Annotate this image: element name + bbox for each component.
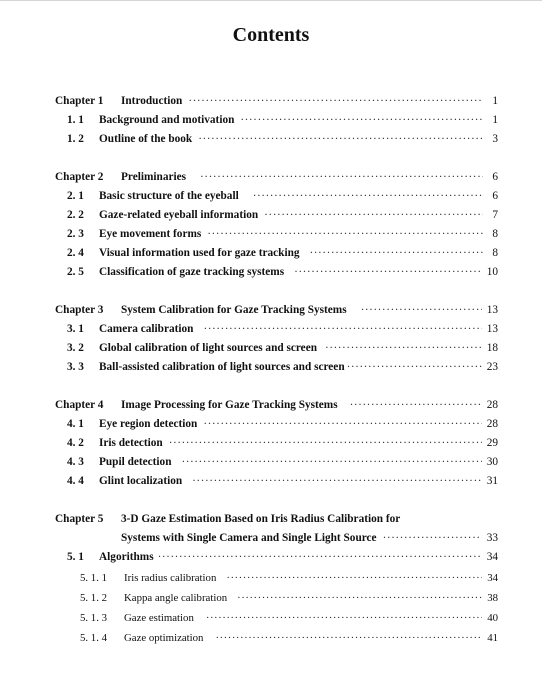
dot-leader — [198, 133, 483, 145]
entry-title: Gaze optimization — [124, 632, 204, 644]
entry-page: 1 — [492, 95, 498, 107]
toc-section-2-4[interactable] — [67, 247, 498, 259]
toc-chapter-3[interactable] — [55, 304, 498, 316]
dot-leader — [294, 266, 482, 278]
dot-leader — [350, 399, 482, 411]
dot-leader — [215, 632, 482, 644]
entry-number: 3. 3 — [67, 361, 84, 373]
dot-leader — [361, 304, 482, 316]
entry-number: Chapter 2 — [55, 171, 104, 183]
entry-page: 23 — [486, 361, 498, 373]
dot-leader — [158, 551, 482, 563]
dot-leader — [237, 592, 482, 604]
entry-number: 2. 2 — [67, 209, 84, 221]
dot-leader — [240, 114, 483, 126]
dot-leader — [169, 437, 482, 449]
toc-section-4-1[interactable] — [67, 418, 498, 430]
entry-page: 13 — [486, 323, 498, 335]
dot-leader — [203, 323, 481, 335]
toc-chapter-5-line1[interactable] — [55, 513, 400, 525]
entry-page: 40 — [487, 612, 498, 624]
entry-number: 5. 1. 4 — [80, 632, 107, 644]
entry-title: Basic structure of the eyeball — [99, 190, 239, 202]
entry-number: 5. 1. 1 — [80, 572, 107, 584]
toc-section-3-3[interactable] — [67, 361, 498, 373]
entry-title: Outline of the book — [99, 133, 193, 145]
toc-chapter-1[interactable] — [55, 95, 498, 107]
entry-number: Chapter 1 — [55, 95, 104, 107]
entry-title: Classification of gaze tracking systems — [99, 266, 285, 278]
entry-title: Pupil detection — [99, 456, 172, 468]
entry-number: 2. 3 — [67, 228, 84, 240]
dot-leader — [383, 532, 482, 544]
entry-page: 33 — [486, 532, 498, 544]
entry-number: 4. 3 — [67, 456, 84, 468]
entry-page: 1 — [492, 114, 498, 126]
entry-page: 34 — [487, 572, 498, 584]
entry-title: Image Processing for Gaze Tracking Systems — [121, 399, 338, 411]
toc-section-2-1[interactable] — [67, 190, 498, 202]
entry-page: 30 — [486, 456, 498, 468]
entry-page: 6 — [492, 190, 498, 202]
dot-leader — [203, 418, 481, 430]
entry-page: 7 — [492, 209, 498, 221]
entry-title: Glint localization — [99, 475, 183, 487]
entry-title: Camera calibration — [99, 323, 194, 335]
entry-page: 34 — [486, 551, 498, 563]
entry-number: 5. 1. 3 — [80, 612, 107, 624]
entry-title: Kappa angle calibration — [124, 592, 228, 604]
entry-number: Chapter 4 — [55, 399, 104, 411]
entry-page: 38 — [487, 592, 498, 604]
entry-title: Algorithms — [99, 551, 154, 563]
entry-page: 41 — [487, 632, 498, 644]
entry-number: 4. 4 — [67, 475, 84, 487]
entry-number: Chapter 5 — [55, 513, 104, 525]
entry-title: Background and motivation — [99, 114, 235, 126]
toc-chapter-2[interactable] — [55, 171, 498, 183]
dot-leader — [192, 475, 482, 487]
entry-title: Gaze estimation — [124, 612, 194, 624]
dot-leader — [264, 209, 483, 221]
toc-section-2-5[interactable] — [67, 266, 498, 278]
entry-number: 2. 4 — [67, 247, 84, 259]
toc-subsection-5-1-3[interactable] — [80, 612, 498, 624]
dot-leader — [207, 228, 483, 240]
entry-number: 1. 1 — [67, 114, 84, 126]
dot-leader — [200, 171, 483, 183]
entry-page: 18 — [486, 342, 498, 354]
entry-number: Chapter 3 — [55, 304, 104, 316]
entry-title: Preliminaries — [121, 171, 187, 183]
entry-title: Introduction — [121, 95, 183, 107]
entry-page: 13 — [486, 304, 498, 316]
entry-number: 4. 2 — [67, 437, 84, 449]
top-border — [0, 0, 542, 1]
entry-title: System Calibration for Gaze Tracking Systems — [121, 304, 347, 316]
dot-leader — [253, 190, 483, 202]
toc-subsection-5-1-1[interactable] — [80, 572, 498, 584]
toc-section-1-2[interactable] — [67, 133, 498, 145]
entry-page: 28 — [486, 418, 498, 430]
entry-number: 4. 1 — [67, 418, 84, 430]
dot-leader — [182, 456, 482, 468]
toc-section-2-3[interactable] — [67, 228, 498, 240]
entry-title: 3-D Gaze Estimation Based on Iris Radius Calibration for — [121, 513, 401, 525]
entry-number: 1. 2 — [67, 133, 84, 145]
entry-title: Gaze-related eyeball information — [99, 209, 259, 221]
entry-page: 8 — [492, 228, 498, 240]
dot-leader — [206, 612, 482, 624]
toc-section-3-1[interactable] — [67, 323, 498, 335]
toc-section-4-3[interactable] — [67, 456, 498, 468]
entry-title: Eye movement forms — [99, 228, 202, 240]
entry-title: Ball-assisted calibration of light sources and screen — [99, 361, 345, 373]
entry-number: 3. 1 — [67, 323, 84, 335]
entry-page: 31 — [486, 475, 498, 487]
entry-page: 28 — [486, 399, 498, 411]
entry-number: 2. 1 — [67, 190, 84, 202]
toc-section-2-2[interactable] — [67, 209, 498, 221]
entry-title: Visual information used for gaze tracking — [99, 247, 300, 259]
toc-section-3-2[interactable] — [67, 342, 498, 354]
page-title: Contents — [232, 24, 310, 46]
dot-leader — [226, 572, 482, 584]
entry-number: 2. 5 — [67, 266, 84, 278]
entry-page: 6 — [492, 171, 498, 183]
toc-chapter-5-line2[interactable] — [121, 532, 498, 544]
entry-page: 10 — [486, 266, 498, 278]
toc-section-4-4[interactable] — [67, 475, 498, 487]
entry-title: Iris radius calibration — [124, 572, 217, 584]
dot-leader — [310, 247, 483, 259]
entry-title-continued: Systems with Single Camera and Single Light Source — [121, 532, 377, 544]
entry-number: 3. 2 — [67, 342, 84, 354]
entry-number: 5. 1 — [67, 551, 84, 563]
entry-number: 5. 1. 2 — [80, 592, 107, 604]
entry-title: Eye region detection — [99, 418, 198, 430]
entry-page: 29 — [486, 437, 498, 449]
toc-section-4-2[interactable] — [67, 437, 498, 449]
dot-leader — [188, 95, 483, 107]
entry-page: 8 — [492, 247, 498, 259]
toc-subsection-5-1-2[interactable] — [80, 592, 498, 604]
toc-section-5-1[interactable] — [67, 551, 498, 563]
entry-page: 3 — [492, 133, 498, 145]
dot-leader — [347, 361, 482, 373]
entry-title: Iris detection — [99, 437, 163, 449]
toc-section-1-1[interactable] — [67, 114, 498, 126]
entry-title: Global calibration of light sources and screen — [99, 342, 317, 354]
toc-chapter-4[interactable] — [55, 399, 498, 411]
dot-leader — [325, 342, 482, 354]
toc-subsection-5-1-4[interactable] — [80, 632, 498, 644]
